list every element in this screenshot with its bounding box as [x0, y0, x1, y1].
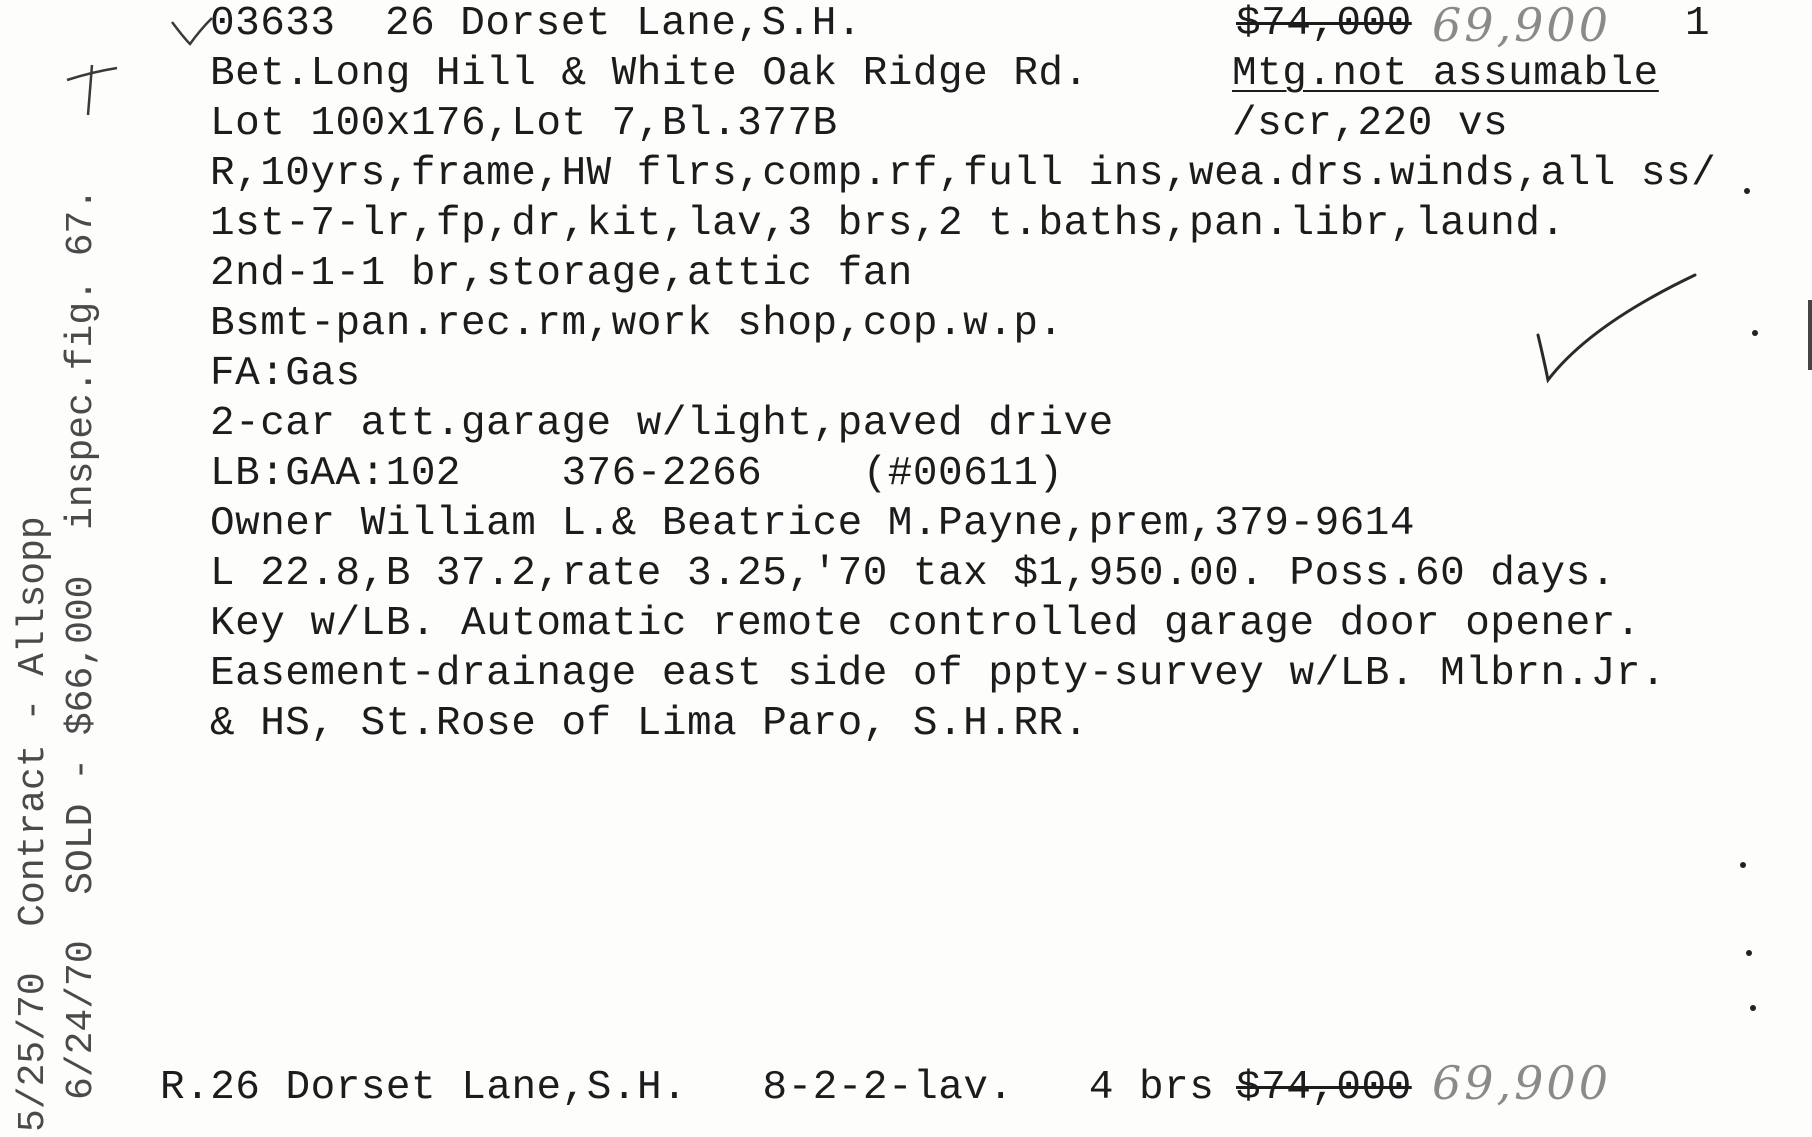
detail-line: Bsmt-pan.rec.rm,work shop,cop.w.p. [210, 301, 1064, 347]
location-line: Bet.Long Hill & White Oak Ridge Rd. [210, 51, 1089, 97]
checkmark-icon [1530, 265, 1710, 395]
detail-line: Easement-drainage east side of ppty-survey w/LB. Mlbrn.Jr. [210, 651, 1667, 697]
bottom-price-handwritten: 69,900 [1432, 1056, 1611, 1110]
margin-sold-note: 6/24/70 SOLD - $66,000 inspec.fig. 67. [60, 187, 103, 1100]
detail-line: 2nd-1-1 br,storage,attic fan [210, 251, 913, 297]
card-edge [1808, 300, 1812, 370]
margin-contract-note: 5/25/70 Contract - Allsopp [12, 516, 55, 1132]
detail-line: 2-car att.garage w/light,paved drive [210, 401, 1114, 447]
speck [1746, 950, 1752, 956]
pen-stroke-icon [62, 60, 122, 130]
listing-number: 03633 [210, 1, 336, 47]
bottom-price-typed: $74,000 [1236, 1065, 1412, 1111]
bottom-summary: R.26 Dorset Lane,S.H. 8-2-2-lav. 4 brs [160, 1065, 1215, 1111]
detail-line: 1st-7-lr,fp,dr,kit,lav,3 brs,2 t.baths,pan.libr,laund. [210, 201, 1566, 247]
price-handwritten: 69,900 [1432, 0, 1611, 52]
detail-line: Owner William L.& Beatrice M.Payne,prem,379-9614 [210, 501, 1415, 547]
mortgage-note: Mtg.not assumable [1232, 51, 1659, 97]
lot-line: Lot 100x176,Lot 7,Bl.377B [210, 101, 838, 147]
tick-mark-icon [168, 14, 218, 54]
detail-line: & HS, St.Rose of Lima Paro, S.H.RR. [210, 701, 1089, 747]
school-ref: /scr,220 vs [1232, 101, 1509, 147]
speck [1740, 862, 1746, 868]
speck [1752, 330, 1758, 336]
speck [1744, 188, 1750, 194]
card-number: 1 [1685, 1, 1711, 47]
speck [1750, 1005, 1756, 1011]
listing-address: 26 Dorset Lane,S.H. [385, 1, 862, 47]
detail-line: FA:Gas [210, 351, 361, 397]
detail-line: LB:GAA:102 376-2266 (#00611) [210, 451, 1064, 497]
price-typed: $74,000 [1236, 1, 1412, 47]
detail-line: Key w/LB. Automatic remote controlled garage door opener. [210, 601, 1641, 647]
detail-line: L 22.8,B 37.2,rate 3.25,'70 tax $1,950.00. Poss.60 days. [210, 551, 1616, 597]
detail-line: R,10yrs,frame,HW flrs,comp.rf,full ins,wea.drs.winds,all ss/ [210, 151, 1717, 197]
